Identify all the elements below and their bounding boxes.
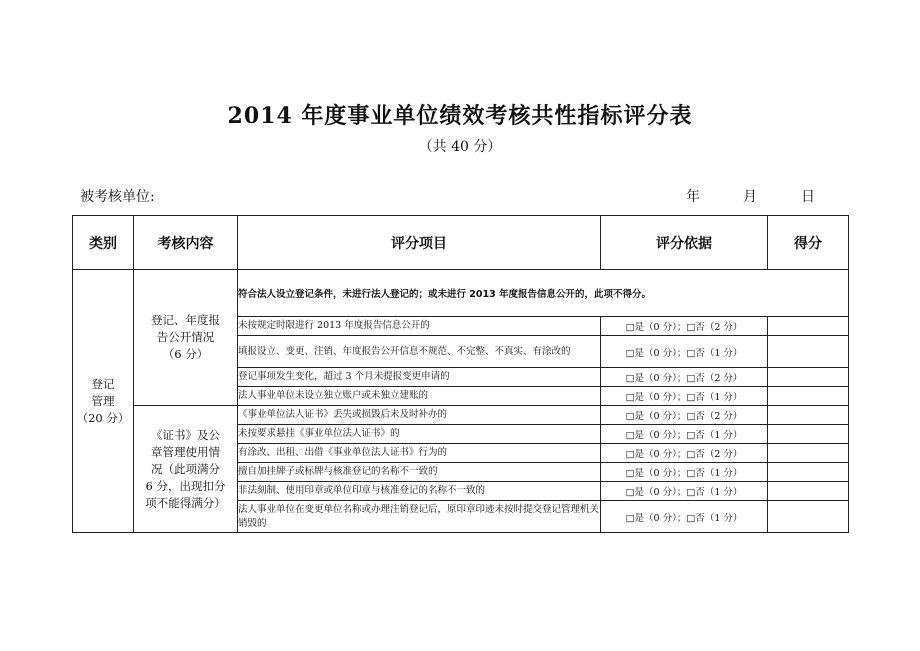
scoring-table [72,215,849,533]
item-cell: 登记事项发生变化，超过 3 个月未提报变更申请的 [238,368,601,387]
notice-cell: 符合法人设立登记条件，未进行法人登记的；或未进行 2013 年度报告信息公开的，此项不得分。 [238,270,849,317]
score-cell[interactable] [768,336,849,368]
basis-cell[interactable]: □是（0 分）；□否（1 分） [601,463,768,482]
header-item: 评分项目 [238,216,601,270]
table-row [73,270,849,317]
basis-cell[interactable]: □是（0 分）；□否（2 分） [601,406,768,425]
header-content: 考核内容 [134,216,238,270]
page-subtitle: （共 40 分） [418,139,502,155]
date-year-label: 年 [686,189,700,205]
score-cell[interactable] [768,501,849,533]
header-category: 类别 [73,216,134,270]
score-cell[interactable] [768,387,849,406]
basis-cell[interactable]: □是（0 分）；□否（2 分） [601,317,768,336]
score-cell[interactable] [768,368,849,387]
basis-cell[interactable]: □是（0 分）；□否（1 分） [601,501,768,533]
basis-cell[interactable]: □是（0 分）；□否（1 分） [601,425,768,444]
category-cell: 登记 管理 （20 分） [73,270,134,533]
score-cell[interactable] [768,482,849,501]
header-basis: 评分依据 [601,216,768,270]
date-day-label: 日 [801,189,815,205]
basis-cell[interactable]: □是（0 分）；□否（1 分） [601,387,768,406]
score-cell[interactable] [768,317,849,336]
content-cell-certificate: 《证书》及公 章管理使用情 况（此项满分 6 分，出现扣分 项不能得满分） [134,406,238,533]
date-month-label: 月 [743,189,757,205]
item-cell: 填报设立、变更、注销、年度报告公开信息不规范、不完整、不真实、有涂改的 [238,336,601,368]
item-cell: 法人事业单位在变更单位名称或办理注销登记后，原印章印迹未按时提交登记管理机关销毁的 [238,501,601,533]
item-cell: 《事业单位法人证书》丢失或损毁后未及时补办的 [238,406,601,425]
item-cell: 有涂改、出租、出借《事业单位法人证书》行为的 [238,444,601,463]
score-cell[interactable] [768,406,849,425]
content-cell-registration: 登记、年度报 告公开情况 （6 分） [134,270,238,406]
assessed-unit-label: 被考核单位: [80,189,155,205]
basis-cell[interactable]: □是（0 分）；□否（2 分） [601,444,768,463]
item-cell: 法人事业单位未设立独立账户或未独立建账的 [238,387,601,406]
item-cell: 非法刻制、使用印章或单位印章与核准登记的名称不一致的 [238,482,601,501]
basis-cell[interactable]: □是（0 分）；□否（1 分） [601,336,768,368]
table-header-row [73,216,849,270]
score-cell[interactable] [768,444,849,463]
score-cell[interactable] [768,425,849,444]
table-row [73,406,849,425]
score-cell[interactable] [768,463,849,482]
header-score: 得分 [768,216,849,270]
item-cell: 擅自加挂牌子或标牌与核准登记的名称不一致的 [238,463,601,482]
basis-cell[interactable]: □是（0 分）；□否（2 分） [601,368,768,387]
page-title: 2014 年度事业单位绩效考核共性指标评分表 [227,103,693,129]
item-cell: 未按要求悬挂《事业单位法人证书》的 [238,425,601,444]
basis-cell[interactable]: □是（0 分）；□否（1 分） [601,482,768,501]
item-cell: 未按规定时限进行 2013 年度报告信息公开的 [238,317,601,336]
